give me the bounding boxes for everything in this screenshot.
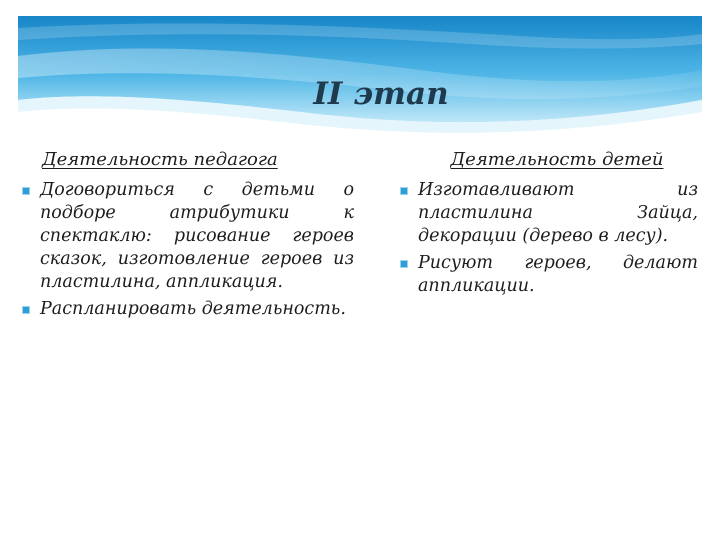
children-column (398, 148, 698, 302)
teacher-activity-list (20, 179, 354, 321)
teacher-column-heading: Деятельность педагога (42, 149, 278, 170)
teacher-column (20, 148, 354, 325)
list-item-text: Изготавливают из пластилина Зайца, декорации (дерево в лесу). (418, 180, 698, 246)
children-column-heading: Деятельность детей (450, 149, 664, 170)
square-bullet-icon (22, 187, 30, 195)
square-bullet-icon (400, 187, 408, 195)
wave-banner (0, 0, 720, 140)
list-item-text: Рисуют героев, делают аппликации. (418, 253, 698, 296)
square-bullet-icon (22, 306, 30, 314)
list-item (398, 252, 698, 298)
list-item (20, 298, 354, 321)
list-item (20, 179, 354, 294)
square-bullet-icon (400, 260, 408, 268)
children-activity-list (398, 179, 698, 298)
list-item-text: Договориться с детьми о подборе атрибутики к спектаклю: рисование героев сказок, изготовление героев из пластилина, аппликация. (40, 180, 354, 292)
slide-title: II этап (313, 76, 449, 112)
list-item-text: Распланировать деятельность. (40, 299, 346, 319)
list-item (398, 179, 698, 248)
